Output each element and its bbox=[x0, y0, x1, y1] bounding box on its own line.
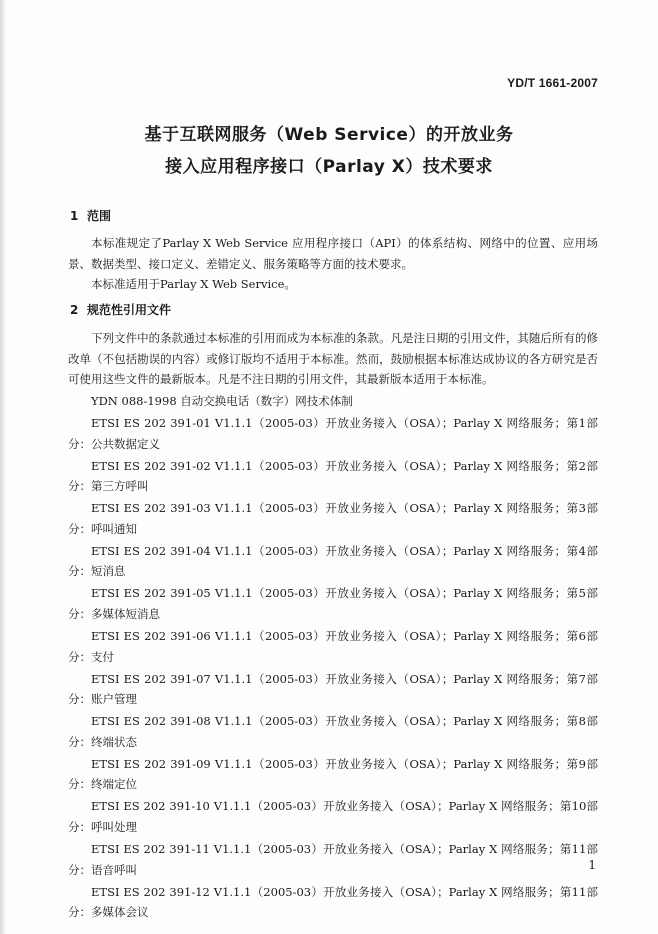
reference-item: ETSI ES 202 391-01 V1.1.1（2005-03）开放业务接入（OSA）；Parlay X 网络服务；第1部分：公共数据定义 bbox=[68, 416, 598, 451]
section-number: 1 bbox=[70, 209, 79, 223]
section-title: 规范性引用文件 bbox=[87, 303, 172, 317]
reference-item: ETSI ES 202 391-03 V1.1.1（2005-03）开放业务接入（OSA）；Parlay X 网络服务；第3部分：呼叫通知 bbox=[68, 501, 598, 536]
reference-item: ETSI ES 202 391-09 V1.1.1（2005-03）开放业务接入（OSA）；Parlay X 网络服务；第9部分：终端定位 bbox=[68, 756, 598, 792]
reference-item: ETSI ES 202 391-05 V1.1.1（2005-03）开放业务接入（OSA）；Parlay X 网络服务；第5部分：多媒体短消息 bbox=[68, 586, 598, 621]
reference-item: ETSI ES 202 391-06 V1.1.1（2005-03）开放业务接入（OSA）；Parlay X 网络服务；第6部分：支付 bbox=[68, 629, 598, 664]
section-title: 范围 bbox=[87, 209, 112, 223]
reference-list bbox=[68, 391, 598, 924]
standard-code: YD/T 1661-2007 bbox=[507, 76, 598, 90]
document-title-line-1: 基于互联网服务（Web Service）的开放业务 bbox=[144, 125, 514, 145]
section-number: 2 bbox=[70, 303, 79, 317]
reference-item: ETSI ES 202 391-04 V1.1.1（2005-03）开放业务接入（OSA）；Parlay X 网络服务；第4部分：短消息 bbox=[68, 543, 598, 579]
reference-item: ETSI ES 202 391-12 V1.1.1（2005-03）开放业务接入（OSA）；Parlay X 网络服务；第11部分：多媒体会议 bbox=[68, 884, 598, 920]
section-heading-scope bbox=[70, 207, 111, 224]
section-references-intro bbox=[68, 328, 598, 390]
paragraph: 本标准规定了Parlay X Web Service 应用程序接口（API）的体系结构、网络中的位置、应用场景、数据类型、接口定义、差错定义、服务策略等方面的技术要求。 bbox=[68, 236, 598, 271]
reference-item: ETSI ES 202 391-10 V1.1.1（2005-03）开放业务接入（OSA）；Parlay X 网络服务；第10部分：呼叫处理 bbox=[68, 799, 598, 834]
section-heading-normative-references bbox=[70, 301, 171, 318]
reference-item: ETSI ES 202 391-08 V1.1.1（2005-03）开放业务接入（OSA）；Parlay X 网络服务；第8部分：终端状态 bbox=[68, 714, 598, 749]
reference-item: ETSI ES 202 391-02 V1.1.1（2005-03）开放业务接入（OSA）；Parlay X 网络服务；第2部分：第三方呼叫 bbox=[68, 458, 598, 494]
page-number: 1 bbox=[588, 858, 596, 872]
paragraph: 下列文件中的条款通过本标准的引用而成为本标准的条款。凡是注日期的引用文件，其随后所有的修改单（不包括勘误的内容）或修订版均不适用于本标准。然而，鼓励根据本标准达成协议的各方研究是否可使用这些文件的最新版本。凡是不注日期的引用文件，其最新版本适用于本标准。 bbox=[68, 331, 598, 386]
paragraph: 本标准适用于Parlay X Web Service。 bbox=[91, 277, 296, 291]
reference-item: ETSI ES 202 391-11 V1.1.1（2005-03）开放业务接入（OSA）；Parlay X 网络服务；第11部分：语音呼叫 bbox=[68, 842, 598, 877]
reference-item: YDN 088-1998 自动交换电话（数字）网技术体制 bbox=[91, 394, 353, 408]
reference-item: ETSI ES 202 391-07 V1.1.1（2005-03）开放业务接入（OSA）；Parlay X 网络服务；第7部分：账户管理 bbox=[68, 671, 598, 707]
section-scope-body bbox=[68, 233, 598, 295]
document-title-line-2: 接入应用程序接口（Parlay X）技术要求 bbox=[165, 157, 493, 177]
